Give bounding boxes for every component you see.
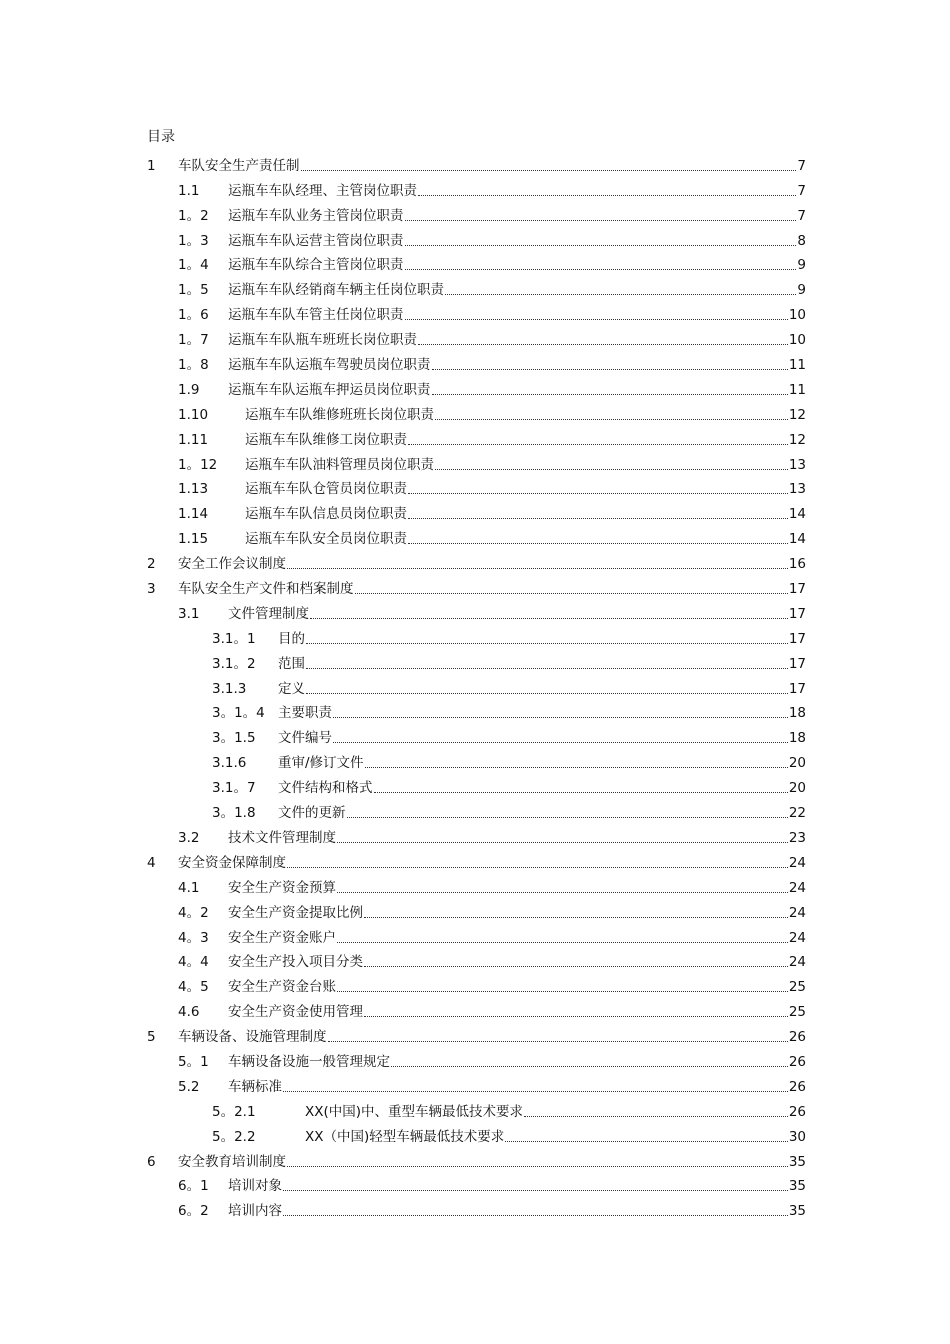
toc-entry-page: 7: [797, 207, 806, 224]
toc-entry[interactable]: [147, 225, 806, 250]
toc-entry-number: 4.1: [178, 879, 200, 896]
toc-entry-number: 1。4: [178, 257, 209, 274]
toc-dot-leader: [337, 991, 788, 992]
toc-entry-number: 1.13: [178, 481, 209, 498]
toc-entry[interactable]: [147, 523, 806, 548]
toc-entry-title: 车队安全生产文件和档案制度: [178, 581, 354, 598]
toc-dot-leader: [337, 842, 788, 843]
toc-entry-number: 4。2: [178, 904, 209, 921]
toc-dot-leader: [333, 717, 788, 718]
toc-entry-number: 2: [147, 556, 156, 573]
toc-dot-leader: [405, 220, 797, 221]
toc-entry[interactable]: [147, 474, 806, 499]
toc-entry-number: 1.11: [178, 431, 209, 448]
toc-dot-leader: [435, 419, 788, 420]
toc-dot-leader: [365, 767, 788, 768]
toc-entry-title: 运瓶车车队车管主任岗位职责: [228, 307, 404, 324]
toc-entry-number: 4: [147, 854, 156, 871]
toc-entry-page: 24: [788, 904, 806, 921]
toc-entry-page: 8: [797, 232, 806, 249]
toc-entry-page: 22: [788, 805, 806, 822]
toc-entry-number: 3.1.6: [212, 755, 247, 772]
toc-entry[interactable]: [147, 922, 806, 947]
toc-dot-leader: [310, 618, 788, 619]
toc-entry[interactable]: [147, 1096, 806, 1121]
toc-entry[interactable]: [147, 698, 806, 723]
toc-entry-title: 运瓶车车队油料管理员岗位职责: [245, 456, 434, 473]
toc-entry-number: 5。2.2: [212, 1128, 256, 1145]
toc-entry[interactable]: [147, 673, 806, 698]
toc-entry[interactable]: [147, 449, 806, 474]
toc-dot-leader: [283, 1091, 788, 1092]
toc-entry-number: 5.2: [178, 1078, 200, 1095]
toc-entry-page: 26: [788, 1078, 806, 1095]
toc-entry-title: 运瓶车车队经理、主管岗位职责: [228, 182, 417, 199]
toc-entry-title: 车队安全生产责任制: [178, 157, 300, 174]
toc-entry-title: 培训对象: [228, 1178, 282, 1195]
toc-entry-title: 安全工作会议制度: [178, 556, 286, 573]
toc-dot-leader: [306, 643, 788, 644]
toc-entry-number: 1.15: [178, 531, 209, 548]
toc-entry-title: 定义: [278, 680, 305, 697]
toc-entry-number: 4。5: [178, 979, 209, 996]
toc-entry[interactable]: [147, 548, 806, 573]
toc-entry-title: 技术文件管理制度: [228, 829, 336, 846]
toc-dot-leader: [364, 1016, 788, 1017]
toc-entry-page: 30: [788, 1128, 806, 1145]
toc-entry-title: 运瓶车车队经销商车辆主任岗位职责: [228, 282, 444, 299]
toc-entry-number: 1。8: [178, 357, 209, 374]
toc-entry-title: 安全生产资金账户: [228, 929, 336, 946]
toc-entry[interactable]: [147, 1071, 806, 1096]
toc-entry[interactable]: [147, 623, 806, 648]
toc-entry-number: 3。1.5: [212, 730, 256, 747]
toc-entry-page: 24: [788, 929, 806, 946]
toc-dot-leader: [524, 1116, 788, 1117]
toc-entry-title: 目的: [278, 630, 305, 647]
toc-entry-title: 运瓶车车队综合主管岗位职责: [228, 257, 404, 274]
toc-entry[interactable]: [147, 847, 806, 872]
toc-entry[interactable]: [147, 897, 806, 922]
toc-entry-page: 23: [788, 829, 806, 846]
toc-entry-number: 3.2: [178, 829, 200, 846]
toc-dot-leader: [306, 693, 788, 694]
toc-entry-title: 车辆标准: [228, 1078, 282, 1095]
toc-entry-number: 5: [147, 1029, 156, 1046]
toc-entry[interactable]: [147, 498, 806, 523]
toc-dot-leader: [405, 245, 797, 246]
toc-entry-title: 重审/修订文件: [278, 755, 364, 772]
toc-entry-number: 5。2.1: [212, 1103, 256, 1120]
toc-entry[interactable]: [147, 200, 806, 225]
toc-entry-page: 10: [788, 307, 806, 324]
toc-entry-title: 运瓶车车队运瓶车驾驶员岗位职责: [228, 357, 431, 374]
toc-entry-page: 14: [788, 531, 806, 548]
toc-entry[interactable]: [147, 324, 806, 349]
toc-entry-page: 18: [788, 730, 806, 747]
toc-entry[interactable]: [147, 274, 806, 299]
toc-entry-title: 车辆设备、设施管理制度: [178, 1029, 327, 1046]
toc-entry-page: 20: [788, 755, 806, 772]
toc-entry-number: 1。2: [178, 207, 209, 224]
toc-entry-page: 20: [788, 780, 806, 797]
toc-entry-number: 1。3: [178, 232, 209, 249]
toc-entry-number: 1。12: [178, 456, 218, 473]
toc-entry-page: 17: [788, 581, 806, 598]
toc-entry-page: 24: [788, 879, 806, 896]
toc-entry-number: 4。3: [178, 929, 209, 946]
toc-entry[interactable]: [147, 374, 806, 399]
toc-dot-leader: [364, 966, 788, 967]
toc-entry-page: 18: [788, 705, 806, 722]
toc-entry-page: 7: [797, 182, 806, 199]
toc-dot-leader: [374, 792, 788, 793]
toc-entry[interactable]: [147, 772, 806, 797]
toc-entry-number: 4.6: [178, 1004, 200, 1021]
toc-entry-number: 1.10: [178, 406, 209, 423]
toc-entry[interactable]: [147, 250, 806, 275]
toc-entry-number: 1。5: [178, 282, 209, 299]
toc-entry-title: 文件编号: [278, 730, 332, 747]
toc-dot-leader: [287, 867, 788, 868]
toc-entry-title: 安全生产资金提取比例: [228, 904, 363, 921]
toc-entry-title: 主要职责: [278, 705, 332, 722]
toc-entry-title: 安全生产资金使用管理: [228, 1004, 363, 1021]
toc-dot-leader: [347, 817, 788, 818]
toc-entry-number: 1。7: [178, 332, 209, 349]
toc-entry-title: XX（中国)轻型车辆最低技术要求: [305, 1128, 505, 1145]
toc-entry-number: 3.1。7: [212, 780, 256, 797]
toc-dot-leader: [337, 892, 788, 893]
toc-title: 目录: [147, 129, 175, 145]
toc-entry-title: XX(中国)中、重型车辆最低技术要求: [305, 1103, 524, 1120]
toc-entry-page: 16: [788, 556, 806, 573]
toc-dot-leader: [283, 1190, 788, 1191]
toc-dot-leader: [328, 1041, 788, 1042]
toc-entry[interactable]: [147, 648, 806, 673]
toc-dot-leader: [432, 394, 788, 395]
toc-dot-leader: [337, 942, 788, 943]
toc-entry-number: 3: [147, 581, 156, 598]
toc-entry[interactable]: [147, 424, 806, 449]
toc-entry-page: 26: [788, 1103, 806, 1120]
toc-entry-page: 10: [788, 332, 806, 349]
toc-entry-title: 运瓶车车队运营主管岗位职责: [228, 232, 404, 249]
toc-entry-page: 35: [788, 1178, 806, 1195]
toc-entry-page: 25: [788, 979, 806, 996]
toc-entry-title: 文件结构和格式: [278, 780, 373, 797]
toc-entry-number: 3。1。4: [212, 705, 265, 722]
toc-entry-page: 12: [788, 406, 806, 423]
toc-entry-title: 培训内容: [228, 1203, 282, 1220]
toc-entry-page: 17: [788, 630, 806, 647]
toc-dot-leader: [306, 668, 788, 669]
toc-entry-page: 17: [788, 605, 806, 622]
toc-entry-number: 3。1.8: [212, 805, 256, 822]
toc-entry-title: 安全生产资金预算: [228, 879, 336, 896]
toc-entry-title: 安全资金保障制度: [178, 854, 286, 871]
toc-entry[interactable]: [147, 175, 806, 200]
toc-dot-leader: [405, 269, 797, 270]
toc-entry[interactable]: [147, 722, 806, 747]
toc-entry-page: 7: [797, 157, 806, 174]
toc-entry[interactable]: [147, 150, 806, 175]
toc-entry-number: 6。2: [178, 1203, 209, 1220]
toc-entry-number: 1.9: [178, 381, 200, 398]
toc-entry-number: 3.1: [178, 605, 200, 622]
toc-entry-page: 35: [788, 1153, 806, 1170]
toc-entry[interactable]: [147, 872, 806, 897]
toc-entry[interactable]: [147, 399, 806, 424]
toc-dot-leader: [301, 170, 797, 171]
toc-entry[interactable]: [147, 1195, 806, 1220]
toc-entry-title: 文件管理制度: [228, 605, 309, 622]
toc-dot-leader: [418, 344, 788, 345]
toc-entry-page: 13: [788, 456, 806, 473]
toc-entry-title: 运瓶车车队安全员岗位职责: [245, 531, 407, 548]
toc-entry[interactable]: [147, 1121, 806, 1146]
toc-entry-page: 9: [797, 257, 806, 274]
toc-entry[interactable]: [147, 797, 806, 822]
toc-entry-number: 6: [147, 1153, 156, 1170]
toc-entry-page: 26: [788, 1029, 806, 1046]
toc-entry-page: 9: [797, 282, 806, 299]
toc-entry-title: 车辆设备设施一般管理规定: [228, 1053, 390, 1070]
toc-entry[interactable]: [147, 1046, 806, 1071]
toc-entry-page: 12: [788, 431, 806, 448]
toc-entry-title: 运瓶车车队维修工岗位职责: [245, 431, 407, 448]
toc-entry-number: 3.1。2: [212, 655, 256, 672]
toc-entry-page: 11: [788, 381, 806, 398]
toc-entry-title: 文件的更新: [278, 805, 346, 822]
toc-entry[interactable]: [147, 822, 806, 847]
toc-dot-leader: [435, 469, 788, 470]
toc-entry-page: 25: [788, 1004, 806, 1021]
toc-dot-leader: [364, 917, 788, 918]
toc-entry[interactable]: [147, 598, 806, 623]
toc-dot-leader: [287, 1166, 788, 1167]
toc-entry[interactable]: [147, 573, 806, 598]
toc-dot-leader: [408, 518, 788, 519]
toc-entry[interactable]: [147, 996, 806, 1021]
toc-entry-title: 运瓶车车队信息员岗位职责: [245, 506, 407, 523]
toc-entry-number: 1.1: [178, 182, 200, 199]
toc-entry-title: 运瓶车车队维修班班长岗位职责: [245, 406, 434, 423]
toc-entry-title: 运瓶车车队仓管员岗位职责: [245, 481, 407, 498]
toc-dot-leader: [408, 444, 788, 445]
toc-entry[interactable]: [147, 1171, 806, 1196]
toc-entry-page: 13: [788, 481, 806, 498]
toc-dot-leader: [408, 543, 788, 544]
toc-entry[interactable]: [147, 747, 806, 772]
toc-entry[interactable]: [147, 1146, 806, 1171]
toc-dot-leader: [418, 195, 796, 196]
toc-dot-leader: [505, 1141, 788, 1142]
toc-entry-title: 范围: [278, 655, 305, 672]
toc-entry-page: 24: [788, 854, 806, 871]
table-of-contents: [147, 150, 806, 1220]
toc-entry-title: 运瓶车车队瓶车班班长岗位职责: [228, 332, 417, 349]
toc-entry-page: 17: [788, 655, 806, 672]
toc-dot-leader: [355, 593, 788, 594]
toc-entry-title: 安全教育培训制度: [178, 1153, 286, 1170]
toc-dot-leader: [432, 369, 788, 370]
toc-entry-page: 26: [788, 1053, 806, 1070]
toc-entry[interactable]: [147, 971, 806, 996]
toc-entry-page: 17: [788, 680, 806, 697]
toc-entry[interactable]: [147, 947, 806, 972]
toc-entry-number: 3.1。1: [212, 630, 256, 647]
toc-entry-page: 35: [788, 1203, 806, 1220]
toc-entry-title: 安全生产投入项目分类: [228, 954, 363, 971]
toc-entry-page: 11: [788, 357, 806, 374]
toc-entry-title: 安全生产资金台账: [228, 979, 336, 996]
toc-entry-number: 5。1: [178, 1053, 209, 1070]
toc-entry-number: 1: [147, 157, 156, 174]
toc-entry[interactable]: [147, 1021, 806, 1046]
toc-entry-number: 1。6: [178, 307, 209, 324]
toc-entry-title: 运瓶车车队运瓶车押运员岗位职责: [228, 381, 431, 398]
toc-dot-leader: [391, 1066, 788, 1067]
toc-dot-leader: [408, 493, 788, 494]
toc-entry-title: 运瓶车车队业务主管岗位职责: [228, 207, 404, 224]
toc-dot-leader: [333, 742, 788, 743]
toc-entry-number: 4。4: [178, 954, 209, 971]
toc-entry[interactable]: [147, 299, 806, 324]
toc-entry-page: 24: [788, 954, 806, 971]
toc-dot-leader: [445, 294, 796, 295]
toc-entry-number: 3.1.3: [212, 680, 247, 697]
toc-entry-number: 6。1: [178, 1178, 209, 1195]
toc-entry[interactable]: [147, 349, 806, 374]
toc-entry-number: 1.14: [178, 506, 209, 523]
toc-dot-leader: [287, 568, 788, 569]
toc-dot-leader: [405, 319, 788, 320]
toc-dot-leader: [283, 1215, 788, 1216]
toc-entry-page: 14: [788, 506, 806, 523]
